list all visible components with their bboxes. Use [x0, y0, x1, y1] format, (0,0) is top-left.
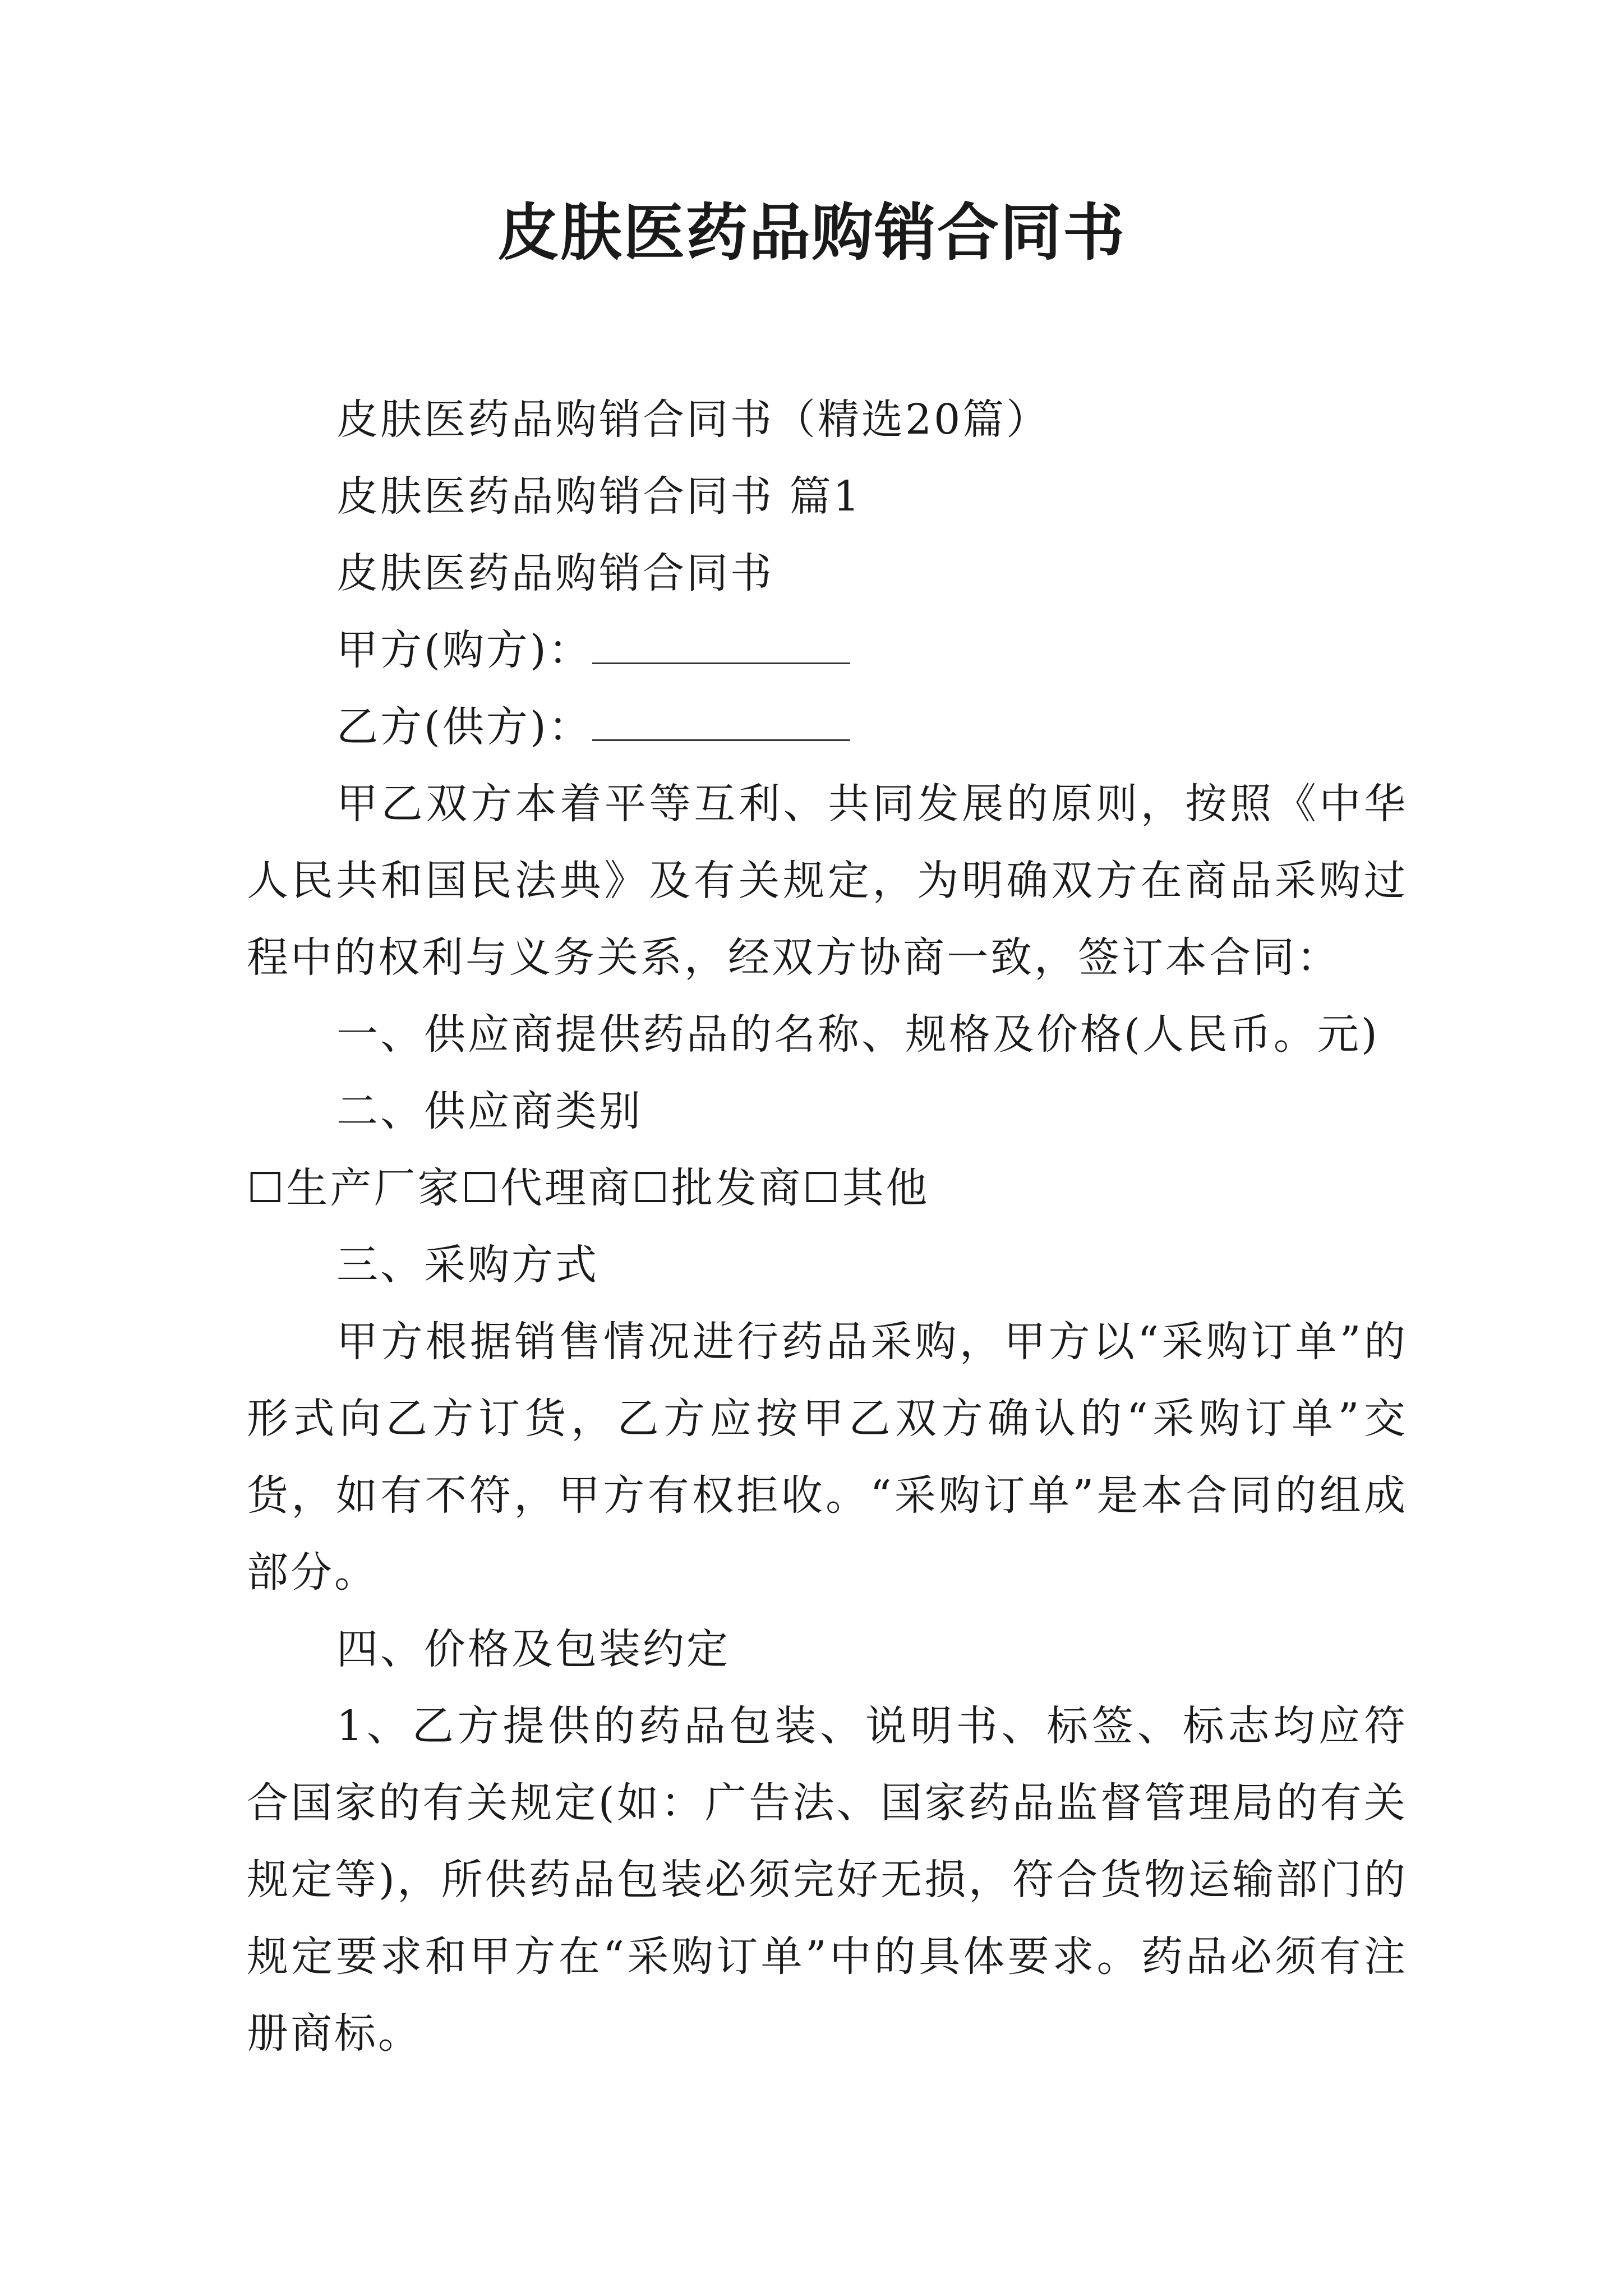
party-b-label: 乙方(供方)：	[336, 703, 592, 751]
clause1-heading: 一、供应商提供药品的名称、规格及价格(人民币。元)	[336, 1010, 1380, 1059]
party-a-label: 甲方(购方)：	[336, 626, 592, 674]
document-body	[247, 381, 1408, 2072]
party-b-line	[247, 689, 1408, 766]
section-heading: 皮肤医药品购销合同书 篇1	[336, 472, 862, 521]
party-a-line	[247, 612, 1408, 689]
clause3-paragraph: 甲方根据销售情况进行药品采购，甲方以“采购订单”的形式向乙方订货，乙方应按甲乙双方确认的“采购订单”交货，如有不符，甲方有权拒收。“采购订单”是本合同的组成部分。	[247, 1318, 1408, 1596]
clause3-heading: 三、采购方式	[336, 1241, 599, 1289]
supplier-types: ☐生产厂家☐代理商☐批发商☐其他	[247, 1164, 930, 1212]
party-a-blank	[592, 629, 850, 664]
clause4-item1-paragraph: 1、乙方提供的药品包装、说明书、标签、标志均应符合国家的有关规定(如：广告法、国家药品监督管理局的有关规定等)，所供药品包装必须完好无损，符合货物运输部门的规定要求和甲方在“采购订单”中的具体要求。药品必须有注册商标。	[247, 1702, 1408, 2058]
clause2-heading: 二、供应商类别	[336, 1087, 643, 1135]
preamble-paragraph: 甲乙双方本着平等互利、共同发展的原则，按照《中华人民共和国民法典》及有关规定，为明确双方在商品采购过程中的权利与义务关系，经双方协商一致，签订本合同：	[247, 780, 1408, 982]
clause4-heading: 四、价格及包装约定	[336, 1625, 730, 1673]
contract-name: 皮肤医药品购销合同书	[336, 549, 774, 597]
document-subtitle: 皮肤医药品购销合同书（精选20篇）	[336, 395, 1050, 444]
document-title: 皮肤医药品购销合同书	[497, 196, 1126, 269]
party-b-blank	[592, 706, 850, 741]
